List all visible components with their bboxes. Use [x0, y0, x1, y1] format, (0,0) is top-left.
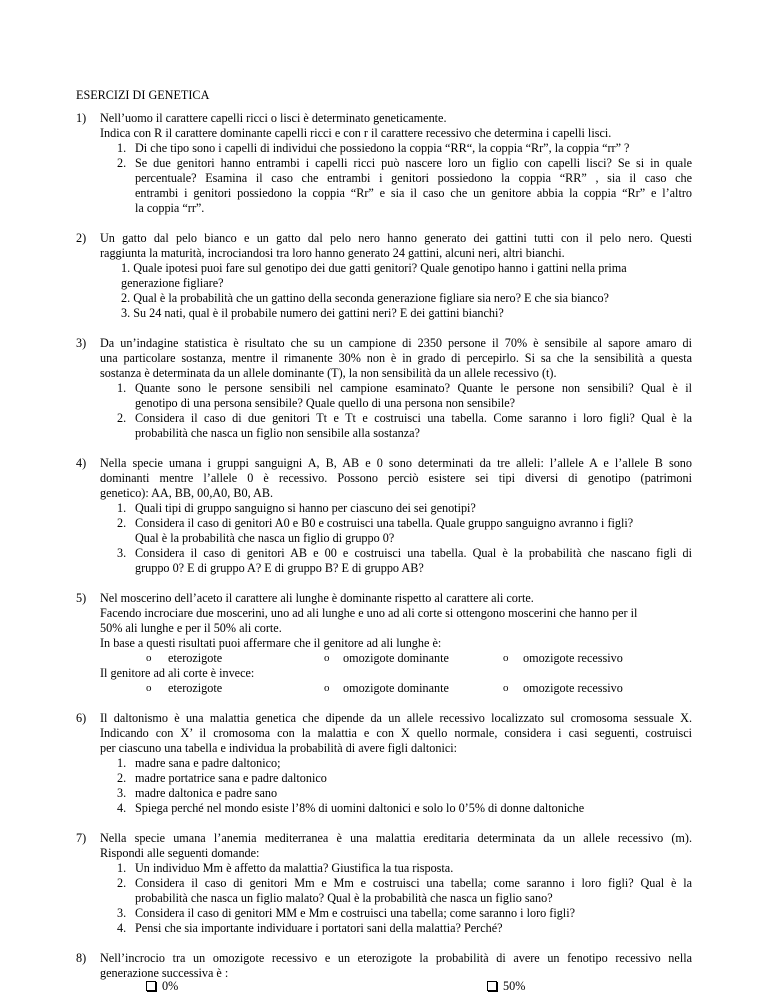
item-text: 3. Su 24 nati, qual è il probabile numero dei gattini neri? E dei gattini bianchi?	[121, 306, 504, 320]
item-text: genotipo di una persona sensibile? Quale quello di una persona non sensibile?	[135, 396, 516, 410]
item-text: Quali tipi di gruppo sanguigno si hanno per ciascuno dei sei genotipi?	[135, 501, 476, 515]
item-text: 1. Quale ipotesi puoi fare sul genotipo dei due gatti genitori? Quale genotipo hanno i gattini nella prima	[121, 261, 627, 275]
question-1-line: Nell’uomo il carattere capelli ricci o lisci è determinato geneticamente.	[100, 111, 447, 125]
question-4-line: dominanti mentre l’allele 0 è recessivo. Possono perciò esistere sei tipi diversi di genotipo (patrimoni	[100, 471, 692, 485]
item-number: 3.	[117, 906, 127, 920]
question-6-line: Il daltonismo è una malattia genetica che dipende da un allele recessivo localizzato sul cromosoma sessuale X.	[100, 711, 692, 725]
choice-50-percent[interactable]	[487, 979, 525, 994]
question-5-line: Nel moscerino dell’aceto il carattere ali lunghe è dominante rispetto al carattere ali corte.	[100, 591, 534, 605]
question-6-line: per ciascuno una tabella e individua la probabilità di avere figli daltonici:	[100, 741, 458, 755]
item-text: Pensi che sia importante individuare i portatori sani della malattia? Perché?	[135, 921, 503, 935]
question-3-line: sostanza è determinata da un allele dominante (T), la non sensibilità da un allele recessivo (t).	[100, 366, 557, 380]
question-8-line: generazione successiva è :	[100, 966, 229, 980]
option-homozygous-recessive[interactable]: omozigote recessivo	[523, 681, 623, 695]
choice-0-percent[interactable]	[146, 979, 178, 994]
item-text: 2. Qual è la probabilità che un gattino della seconda generazione figliare sia nero? E che sia bianco?	[121, 291, 609, 305]
item-number: 4.	[117, 921, 127, 935]
item-number: 1.	[117, 381, 127, 395]
question-1-line: Indica con R il carattere dominante capelli ricci e con r il carattere recessivo che determina i capelli lisci.	[100, 126, 612, 140]
option-homozygous-recessive[interactable]: omozigote recessivo	[523, 651, 623, 665]
question-3-line: una particolare sostanza, mentre il rimanente 30% non è in grado di percepirlo. Si sa che la sensibilità a questa	[100, 351, 692, 365]
option-bullet[interactable]: o	[324, 682, 330, 694]
item-number: 3.	[117, 786, 127, 800]
page-title: ESERCIZI DI GENETICA	[76, 88, 210, 102]
item-number: 2.	[117, 156, 127, 170]
question-4-line: genetico): AA, BB, 00,A0, B0, AB.	[100, 486, 273, 500]
item-text: probabilità che nasca un figlio non sensibile alla sostanza?	[135, 426, 420, 440]
question-7-line: Nella specie umana l’anemia mediterranea è una malattia ereditaria determinata da un allele recessivo (m).	[100, 831, 692, 845]
question-2-line: Un gatto dal pelo bianco e un gatto dal pelo nero hanno generato dei gattini tutti con il pelo nero. Questi	[100, 231, 692, 245]
item-number: 4.	[117, 801, 127, 815]
question-1-number: 1)	[76, 111, 87, 125]
item-text: madre portatrice sana e padre daltonico	[135, 771, 327, 785]
item-text: madre daltonica e padre sano	[135, 786, 278, 800]
option-bullet[interactable]: o	[146, 652, 152, 664]
question-6-line: Indicando con X’ il cromosoma con la malattia e con X quello normale, considera i casi seguenti, costruisci	[100, 726, 692, 740]
item-text: Se due genitori hanno entrambi i capelli ricci può nascere loro un figlio con capelli lisci? Se si in quale	[135, 156, 692, 170]
item-number: 2.	[117, 771, 127, 785]
question-8-number: 8)	[76, 951, 87, 965]
question-5-line: Il genitore ad ali corte è invece:	[100, 666, 255, 680]
question-5-number: 5)	[76, 591, 87, 605]
checkbox-icon[interactable]	[146, 981, 156, 991]
option-heterozygous[interactable]: eterozigote	[168, 651, 223, 665]
item-number: 3.	[117, 546, 127, 560]
item-text: Considera il caso di genitori Mm e Mm e costruisci una tabella; come saranno i loro figli? Qual è la	[135, 876, 692, 890]
question-6-number: 6)	[76, 711, 87, 725]
item-number: 2.	[117, 411, 127, 425]
checkbox-icon[interactable]	[487, 981, 497, 991]
option-heterozygous[interactable]: eterozigote	[168, 681, 223, 695]
option-bullet[interactable]: o	[324, 652, 330, 664]
item-number: 2.	[117, 516, 127, 530]
item-text: la coppia “rr”.	[135, 201, 205, 215]
item-text: probabilità che nasca un figlio malato? Qual è la probabilità che nasca un figlio sano?	[135, 891, 553, 905]
item-text: Qual è la probabilità che nasca un figlio di gruppo 0?	[135, 531, 395, 545]
item-number: 1.	[117, 501, 127, 515]
option-homozygous-dominant[interactable]: omozigote dominante	[343, 651, 449, 665]
option-bullet[interactable]: o	[503, 652, 509, 664]
option-bullet[interactable]: o	[503, 682, 509, 694]
item-number: 1.	[117, 141, 127, 155]
item-number: 2.	[117, 876, 127, 890]
item-text: Spiega perché nel mondo esiste l’8% di uomini daltonici e solo lo 0’5% di donne daltoniche	[135, 801, 585, 815]
question-3-line: Da un’indagine statistica è risultato che su un campione di 2350 persone il 70% è sensibile al sapore amaro di	[100, 336, 692, 350]
item-text: entrambi i genitori possiedono la coppia “Rr” e sia il caso che un genitore abbia la coppia “Rr” e l’altro	[135, 186, 692, 200]
item-text: Un individuo Mm è affetto da malattia? Giustifica la tua risposta.	[135, 861, 454, 875]
item-number: 1.	[117, 861, 127, 875]
item-text: Considera il caso di genitori A0 e B0 e costruisci una tabella. Quale gruppo sanguigno avranno i figli?	[135, 516, 634, 530]
option-bullet[interactable]: o	[146, 682, 152, 694]
question-3-number: 3)	[76, 336, 87, 350]
question-2-number: 2)	[76, 231, 87, 245]
item-text: Considera il caso di due genitori Tt e Tt e costruisci una tabella. Come saranno i loro figli? Qual è la	[135, 411, 692, 425]
question-5-line: Facendo incrociare due moscerini, uno ad ali lunghe e uno ad ali corte si ottengono moscerini che hanno per il	[100, 606, 638, 620]
item-text: Di che tipo sono i capelli di individui che possiedono la coppia “RR“, la coppia “Rr”, la coppia “rr” ?	[135, 141, 630, 155]
option-homozygous-dominant[interactable]: omozigote dominante	[343, 681, 449, 695]
question-5-line: 50% ali lunghe e per il 50% ali corte.	[100, 621, 282, 635]
question-5-line: In base a questi risultati puoi affermare che il genitore ad ali lunghe è:	[100, 636, 442, 650]
choice-label: 0%	[162, 979, 179, 993]
question-4-number: 4)	[76, 456, 87, 470]
item-text: Considera il caso di genitori AB e 00 e costruisci una tabella. Qual è la probabilità che nascano figli di	[135, 546, 692, 560]
item-number: 1.	[117, 756, 127, 770]
item-text: Considera il caso di genitori MM e Mm e costruisci una tabella; come saranno i loro figli?	[135, 906, 575, 920]
question-8-line: Nell’incrocio tra un omozigote recessivo e un eterozigote la probabilità di avere un fenotipo recessivo nella	[100, 951, 692, 965]
item-text: madre sana e padre daltonico;	[135, 756, 281, 770]
item-text: Quante sono le persone sensibili nel campione esaminato? Quante le persone non sensibili? Qual è il	[135, 381, 692, 395]
question-2-line: raggiunta la maturità, incrociandosi tra loro hanno generato 24 gattini, alcuni neri, altri bianchi.	[100, 246, 565, 260]
question-7-line: Rispondi alle seguenti domande:	[100, 846, 260, 860]
choice-label: 50%	[503, 979, 526, 993]
item-text: gruppo 0? E di gruppo A? E di gruppo B? E di gruppo AB?	[135, 561, 424, 575]
question-7-number: 7)	[76, 831, 87, 845]
question-4-line: Nella specie umana i gruppi sanguigni A, B, AB e 0 sono determinati da tre alleli: l’allele A e l’allele B sono	[100, 456, 692, 470]
item-text: percentuale? Esamina il caso che entrambi i genitori possiedono la coppia “RR” , sia il caso che	[135, 171, 692, 185]
item-text: generazione figliare?	[121, 276, 224, 290]
